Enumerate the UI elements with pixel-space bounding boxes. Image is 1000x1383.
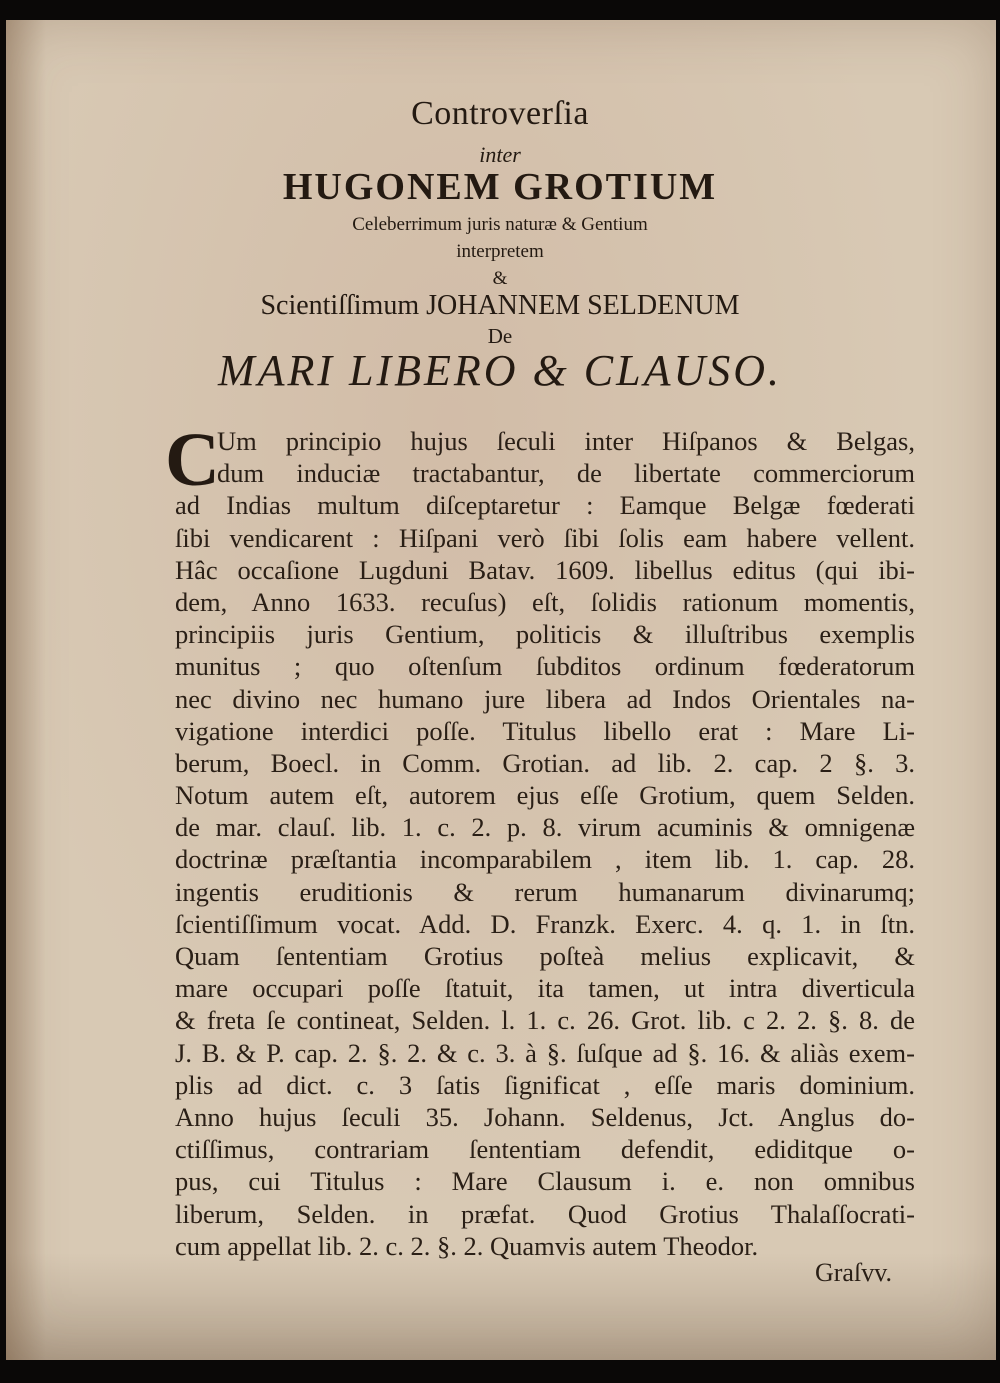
text-line: ctiſſimus, contrariam ſententiam defendit, ediditque o-: [175, 1134, 915, 1165]
text-line: doctrinæ præſtantia incomparabilem , item lib. 1. cap. 28.: [175, 844, 915, 875]
text-line: Hâc occaſione Lugduni Batav. 1609. libellus editus (qui ibi-: [175, 554, 915, 585]
title-celeberrimum: Celeberrimum juris naturæ & Gentium: [352, 214, 648, 235]
text-line: cum appellat lib. 2. c. 2. §. 2. Quamvis autem Theodor.: [175, 1230, 759, 1261]
text-line: ſibi vendicarent : Hiſpani verò ſibi ſolis eam habere vellent.: [175, 522, 915, 553]
text-line: vigatione interdici poſſe. Titulus libello erat : Mare Li-: [175, 715, 915, 746]
text-line: de mar. clauſ. lib. 1. c. 2. p. 8. virum acuminis & omnigenæ: [175, 812, 915, 843]
text-line: liberum, Selden. in præfat. Quod Grotius Thalaſſocrati-: [175, 1198, 915, 1229]
text-line: mare occupari poſſe ſtatuit, ita tamen, ut intra diverticula: [175, 973, 915, 1004]
text-line: Um principio hujus ſeculi inter Hiſpanos & Belgas,: [217, 426, 915, 456]
text-line: plis ad dict. c. 3 ſatis ſignificat , eſſe maris dominium.: [175, 1069, 915, 1100]
title-grotius: HUGONEM GROTIUM: [282, 166, 718, 208]
text-line: ſcientiſſimum vocat. Add. D. Franzk. Exerc. 4. q. 1. in ſtn.: [175, 908, 915, 939]
text-line: & freta ſe contineat, Selden. l. 1. c. 26. Grot. lib. c 2. 2. §. 8. de: [175, 1005, 915, 1036]
text-line: Anno hujus ſeculi 35. Johann. Seldenus, Jct. Anglus do-: [175, 1101, 915, 1132]
body-text: [175, 425, 915, 1262]
title-ampersand: &: [492, 268, 508, 289]
title-interpretem: interpretem: [456, 241, 544, 262]
title-de: De: [487, 324, 513, 348]
text-line: Quam ſententiam Grotius poſteà melius explicavit, &: [175, 941, 915, 971]
title-controversia: Controverſia: [411, 95, 589, 132]
catchword: Graſvv.: [815, 1258, 893, 1287]
drop-cap: C: [165, 418, 220, 502]
title-mari-libero: MARI LIBERO & CLAUSO.: [217, 346, 783, 395]
text-line: berum, Boecl. in Comm. Grotian. ad lib. 2. cap. 2 §. 3.: [175, 747, 915, 778]
text-line: dem, Anno 1633. recuſus) eſt, ſolidis rationum momentis,: [175, 586, 915, 617]
text-line: dum induciæ tractabantur, de libertate commerciorum: [217, 458, 915, 489]
title-inter: inter: [479, 142, 521, 167]
text-line: ingentis eruditionis & rerum humanarum divinarumq;: [175, 876, 915, 907]
text-line: ad Indias multum diſceptaretur : Eamque Belgæ fœderati: [175, 490, 915, 521]
text-line: J. B. & P. cap. 2. §. 2. & c. 3. à §. ſuſque ad §. 16. & aliàs exem-: [175, 1037, 915, 1068]
title-seldenus: Scientiſſimum JOHANNEM SELDENUM: [260, 290, 740, 321]
text-line: munitus ; quo oſtenſum ſubditos ordinum fœderatorum: [175, 651, 915, 682]
text-line: principiis juris Gentium, politicis & illuſtribus exemplis: [175, 619, 915, 650]
text-line: Notum autem eſt, autorem ejus eſſe Grotium, quem Selden.: [175, 780, 915, 811]
text-line: nec divino nec humano jure libera ad Indos Orientales na-: [175, 683, 915, 714]
text-line: pus, cui Titulus : Mare Clausum i. e. non omnibus: [175, 1166, 915, 1197]
